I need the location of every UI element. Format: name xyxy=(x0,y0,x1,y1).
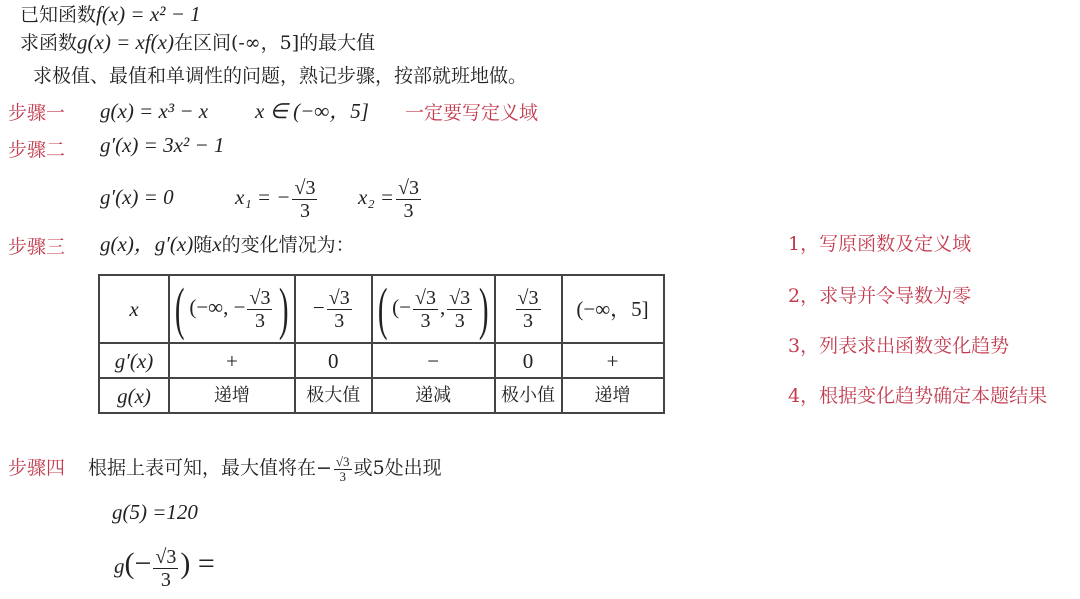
text: 求函数 xyxy=(20,32,78,54)
text: 在区间(-∞，5]的最大值 xyxy=(173,32,376,54)
math: g(x)，g′(x) xyxy=(100,232,194,256)
step2-math: g′(x) = 3x² − 1 xyxy=(100,133,225,157)
row-header: g′(x) xyxy=(99,343,169,378)
denominator: 3 xyxy=(523,309,533,332)
numerator: √3 xyxy=(517,286,539,309)
fraction xyxy=(413,287,438,332)
table-cell: + xyxy=(169,343,295,378)
math: x₂ = xyxy=(358,185,395,209)
note-2: 2，求导并令导数为零 xyxy=(788,285,972,307)
step2-x1 xyxy=(235,170,319,224)
table-row xyxy=(99,343,664,378)
denominator: 3 xyxy=(339,468,346,484)
fraction xyxy=(447,287,472,332)
table-row xyxy=(99,275,664,343)
problem-line-1 xyxy=(20,2,201,27)
math: x xyxy=(212,232,222,256)
table-cell: 递减 xyxy=(372,378,495,413)
step1-label: 步骤一 xyxy=(8,102,66,124)
denominator: 3 xyxy=(403,199,414,222)
denominator: 3 xyxy=(334,309,345,332)
text: 随 xyxy=(193,234,213,256)
numerator: √3 xyxy=(335,453,350,469)
step1-math: g(x) = x³ − x xyxy=(100,99,209,123)
g5-line: g(5) =120 xyxy=(112,500,198,524)
table-cell: 0 xyxy=(495,343,562,378)
numerator: √3 xyxy=(449,286,471,309)
text: 或5处出现 xyxy=(353,457,442,479)
numerator: √3 xyxy=(155,545,177,568)
table-cell xyxy=(295,275,372,343)
table-cell: + xyxy=(562,343,664,378)
table-cell: − xyxy=(372,343,495,378)
problem-line-2 xyxy=(20,30,375,55)
step3-text xyxy=(100,232,355,257)
math: − xyxy=(312,294,325,319)
math: , xyxy=(439,294,446,319)
table-cell xyxy=(495,275,562,343)
step4-label: 步骤四 xyxy=(8,457,66,479)
step2-zero xyxy=(100,170,174,224)
note-3: 3，列表求出函数变化趋势 xyxy=(788,335,1010,357)
variation-table xyxy=(98,274,665,414)
table-cell: 极大值 xyxy=(295,378,372,413)
table-row xyxy=(99,378,664,413)
text: 的变化情况为： xyxy=(221,234,355,256)
text: 根据上表可知，最大值将在− xyxy=(88,457,332,479)
math: f(x) = x² − 1 xyxy=(96,2,201,26)
note-4: 4，根据变化趋势确定本题结果 xyxy=(788,385,1048,407)
tip: 求极值、最值和单调性的问题，熟记步骤，按部就班地做。 xyxy=(33,65,528,87)
step4-text xyxy=(88,448,442,488)
note-1: 1，写原函数及定义域 xyxy=(788,233,972,255)
numerator: √3 xyxy=(328,286,350,309)
text: 已知函数 xyxy=(20,4,97,26)
fraction xyxy=(153,546,178,591)
table-cell: (−∞，5] xyxy=(562,275,664,343)
math: (− xyxy=(392,294,411,319)
math: (−∞, − xyxy=(189,294,246,319)
step2-label: 步骤二 xyxy=(8,139,66,161)
table-cell: 极小值 xyxy=(495,378,562,413)
step3-label: 步骤三 xyxy=(8,236,66,258)
table-cell: 0 xyxy=(295,343,372,378)
numerator: √3 xyxy=(249,286,271,309)
fraction xyxy=(516,287,541,332)
fraction xyxy=(396,177,421,222)
math: g′(x) = 0 xyxy=(100,185,174,209)
fraction xyxy=(327,287,352,332)
fraction xyxy=(334,455,352,484)
numerator: √3 xyxy=(414,286,436,309)
table-cell: ( (− $\frac{√3}{3}$ , $\frac{√3}{3}$ ) xyxy=(372,275,495,343)
table-cell: ( (−∞, − $\frac{√3}{3}$ ) xyxy=(169,275,295,343)
row-header: x xyxy=(99,275,169,343)
math: (− xyxy=(124,547,152,580)
numerator: √3 xyxy=(398,176,420,199)
step2-x2 xyxy=(358,170,423,224)
denominator: 3 xyxy=(454,309,465,332)
step1-note: 一定要写定义域 xyxy=(405,102,539,124)
table-cell: 递增 xyxy=(169,378,295,413)
fraction xyxy=(247,287,272,332)
step1-domain: x ∈ (−∞，5] xyxy=(255,99,369,123)
math: g xyxy=(114,554,125,578)
denominator: 3 xyxy=(254,309,265,332)
numerator: √3 xyxy=(294,176,316,199)
row-header: g(x) xyxy=(99,378,169,413)
math: ) = xyxy=(180,547,215,580)
g-neg-line xyxy=(114,534,215,596)
fraction xyxy=(292,177,317,222)
math: x₁ = − xyxy=(235,185,291,209)
denominator: 3 xyxy=(420,309,431,332)
table-cell: 递增 xyxy=(562,378,664,413)
denominator: 3 xyxy=(299,199,310,222)
math: g(x) = xf(x) xyxy=(77,30,174,54)
denominator: 3 xyxy=(160,568,171,591)
